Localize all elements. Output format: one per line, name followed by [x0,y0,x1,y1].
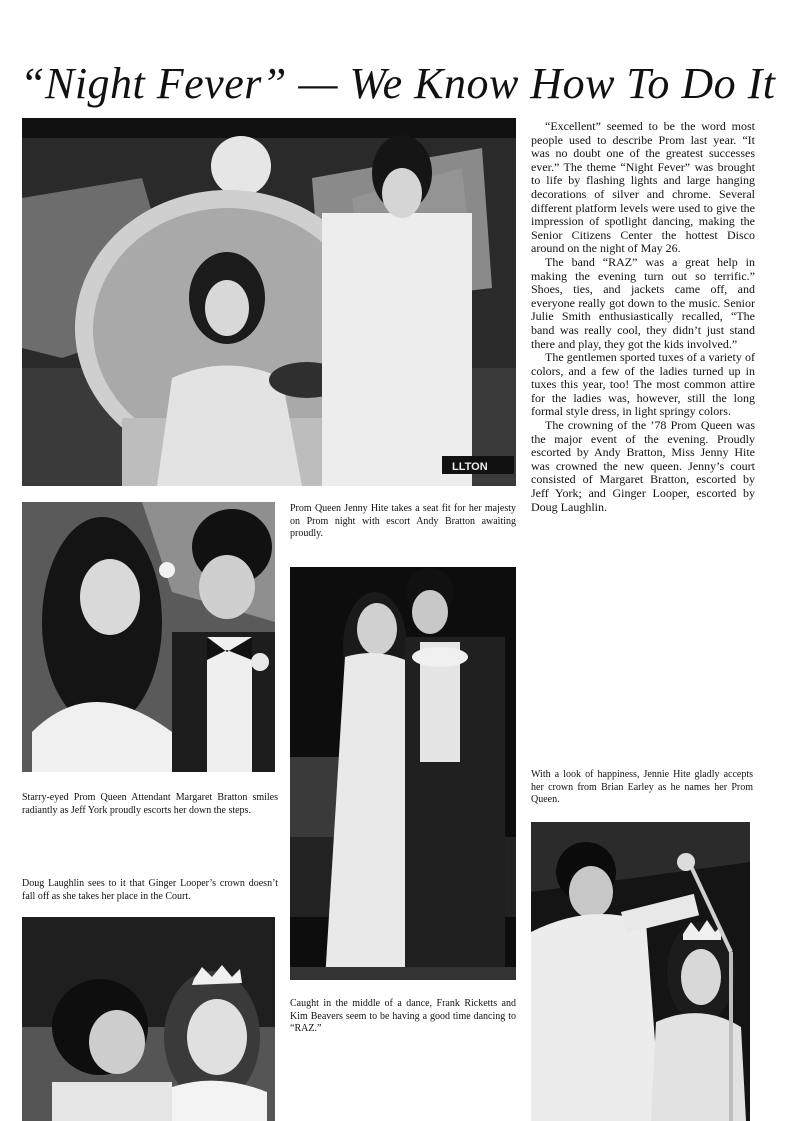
article-paragraph-4: The crowning of the ’78 Prom Queen was the major event of the evening. Proudly escorted by Andy Bratton, Miss Jenny Hite was crowned the new queen. Jenny’s court consisted of Margaret Bratton, escorted by Jeff York; and Ginger Looper, escorted by Doug Laughlin. [531,418,755,514]
photo-dance-ricketts-beavers [290,567,516,980]
article-paragraph-1: “Excellent” seemed to be the word most people used to describe Prom last year. “It was no doubt one of the greatest successes ever.” The theme “Night Fever” was brought to life by flashing lights and large hanging decorations of silver and chrome. Several different platform levels were used to give the impression of spotlight dancing, making the Senior Citizens Center the hottest Disco around on the night of May 26. [531,119,755,256]
page-headline: “Night Fever” — We Know How To Do It [20,59,776,108]
photo-ginger-looper [22,917,275,1121]
article-paragraph-2: The band “RAZ” was a great help in making the evening turn out so terrific.” Shoes, ties, and jackets came off, and everyone really got down to the music. Senior Julie Smith enthusiastically recalled, “The band was really cool, they didn’t just stand there and play, they got the kids involved.” [531,254,755,351]
caption-prom-queen-throne: Prom Queen Jenny Hite takes a seat fit for her majesty on Prom night with escort Andy Bratton awaiting proudly. [290,503,516,539]
caption-crowning: With a look of happiness, Jennie Hite gladly accepts her crown from Brian Earley as he names her Prom Queen. [531,769,753,805]
article-body [531,120,755,514]
photo-attendant-margaret [22,502,275,772]
svg-text:LLTON: LLTON [452,461,488,473]
caption-ginger-looper: Doug Laughlin sees to it that Ginger Looper’s crown doesn’t fall off as she takes her place in the Court. [22,878,278,902]
photo-crowning [531,822,750,1121]
photo-prom-queen-throne [22,118,516,486]
caption-dance: Caught in the middle of a dance, Frank Ricketts and Kim Beavers seem to be having a good time dancing to “RAZ.” [290,998,516,1034]
caption-attendant-margaret: Starry-eyed Prom Queen Attendant Margaret Bratton smiles radiantly as Jeff York proudly escorts her down the steps. [22,792,278,816]
article-paragraph-3: The gentlemen sported tuxes of a variety of colors, and a few of the ladies turned up in tuxes this year, too! The most common attire for the ladies was, however, still the long formal style dress, in light springy colors. [531,350,755,419]
